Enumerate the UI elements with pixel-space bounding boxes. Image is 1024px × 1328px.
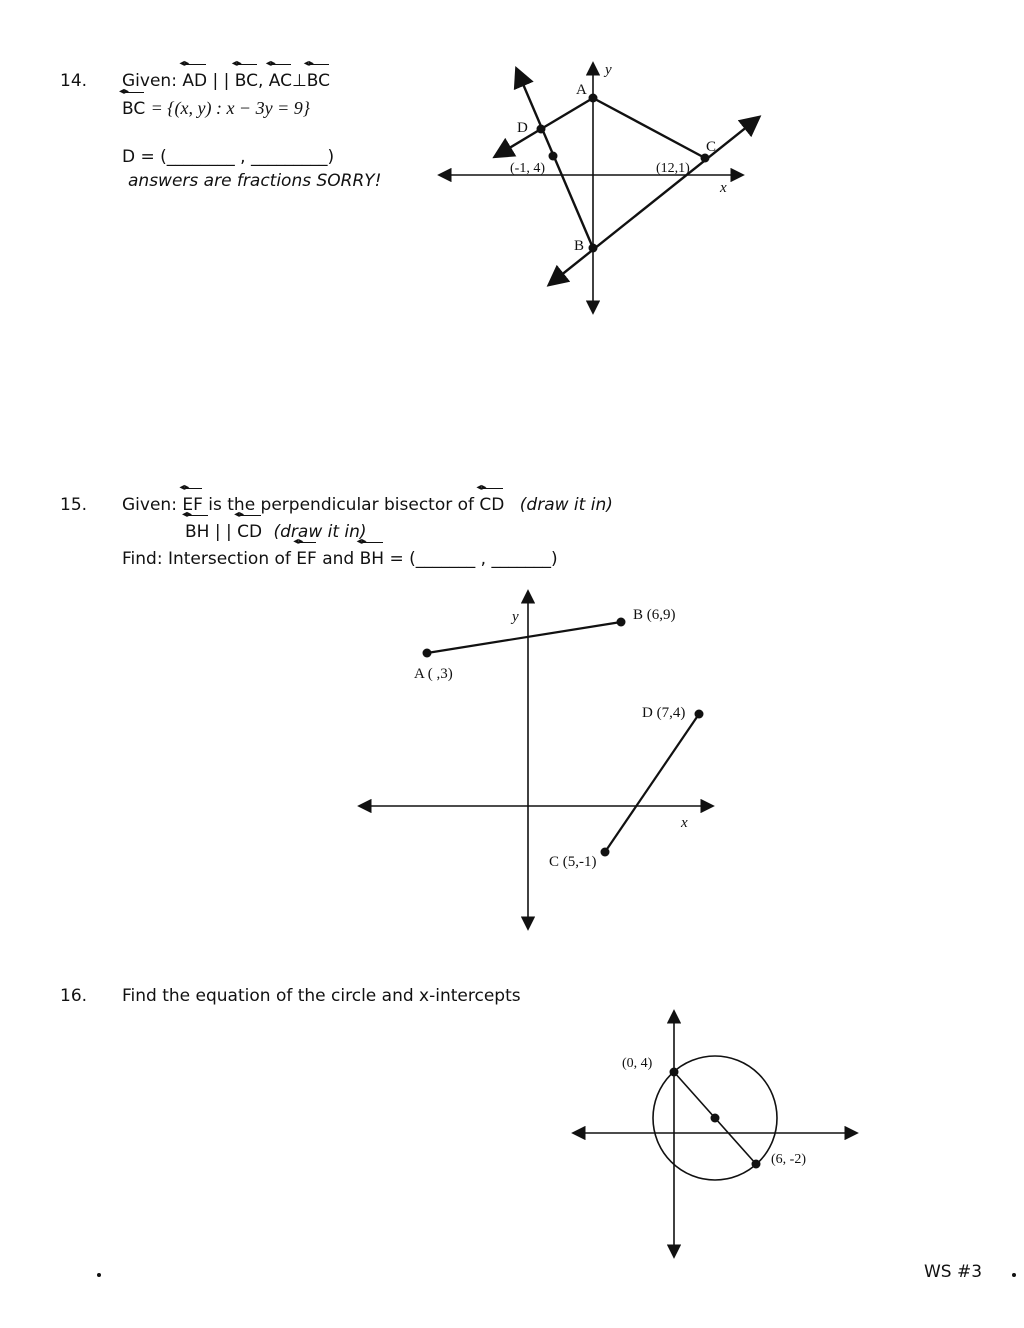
find-blank: = (_______ , _______): [389, 549, 558, 569]
problem-15-number: 15.: [60, 495, 88, 515]
label-6-neg2: (6, -2): [771, 1152, 806, 1167]
line-bc: BC ◂▸: [235, 73, 258, 90]
draw-note-1: (draw it in): [519, 495, 613, 515]
problem-14-number: 14.: [60, 71, 88, 91]
line-ef: EF ◂▸: [182, 497, 203, 514]
line-equation: = {(x, y) : x − 3y = 9}: [150, 98, 310, 118]
draw-note-2: (draw it in): [273, 522, 367, 542]
given-label: Given:: [122, 71, 177, 91]
parallel-symbol: | |: [212, 71, 230, 91]
stray-dot-right: [1012, 1273, 1016, 1277]
line-ad: AD ◂▸: [182, 73, 207, 90]
label-d: D (7,4): [642, 705, 686, 721]
line-cd: CD ◂▸: [479, 497, 504, 514]
line-bc-2: BC ◂▸: [307, 73, 330, 90]
line-ac: AC ◂▸: [269, 73, 292, 90]
label-a: A ( ,3): [414, 666, 453, 682]
label-d: D: [517, 120, 528, 136]
problem-14-note: answers are fractions SORRY!: [128, 171, 382, 191]
point-bottom: [752, 1160, 761, 1169]
label-b: B (6,9): [633, 607, 676, 623]
bisector-text: is the perpendicular bisector of: [208, 495, 475, 515]
problem-16-prompt: Find the equation of the circle and x-intercepts: [122, 986, 521, 1006]
axis-label-y: y: [512, 609, 519, 625]
point-center: [711, 1114, 720, 1123]
label-c: C (5,-1): [549, 854, 597, 870]
label-c: C: [706, 139, 717, 155]
comma: ,: [257, 71, 264, 91]
problem-16-number: 16.: [60, 986, 88, 1006]
line-bh: BH ◂▸: [185, 524, 209, 541]
axis-label-y: y: [605, 62, 612, 78]
line-bc-set: BC ◂▸: [122, 101, 145, 118]
point-top: [670, 1068, 679, 1077]
coord-label-neg1-4: (-1, 4): [510, 161, 545, 176]
line-cd-2: CD ◂▸: [237, 524, 262, 541]
label-a: A: [576, 82, 587, 98]
and-text: and: [322, 549, 355, 569]
line-bh-2: BH ◂▸: [360, 551, 384, 568]
problem-14-answer-blank: D = (________ , _________): [122, 147, 335, 167]
axis-label-x: x: [720, 180, 727, 196]
label-b: B: [574, 238, 585, 254]
perpendicular-symbol: ⊥: [291, 71, 307, 91]
parallel-symbol: | |: [214, 522, 232, 542]
line-ef-2: EF ◂▸: [296, 551, 317, 568]
given-label: Given:: [122, 495, 177, 515]
label-0-4: (0, 4): [622, 1056, 653, 1071]
axis-label-x: x: [681, 815, 688, 831]
worksheet-label: WS #3: [924, 1262, 983, 1282]
stray-dot-left: [97, 1273, 101, 1277]
find-label: Find: Intersection of: [122, 549, 291, 569]
coord-label-12-1: (12,1): [656, 161, 690, 176]
